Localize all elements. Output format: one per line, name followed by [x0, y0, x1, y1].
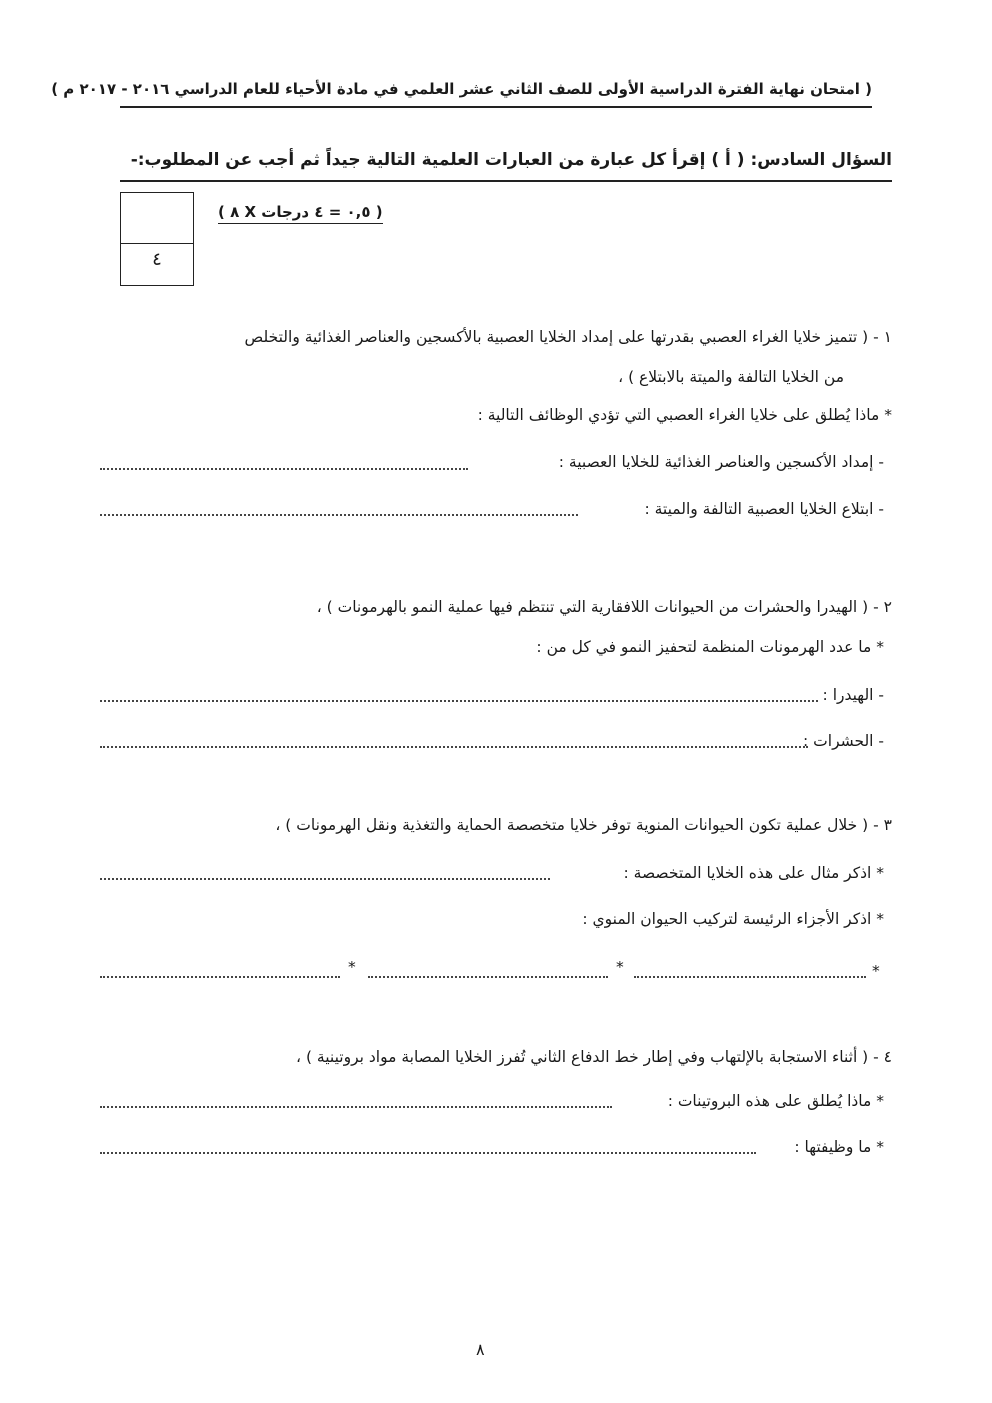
q1-item-2-label: - ابتلاع الخلايا العصبية التالفة والميتة :: [644, 500, 884, 518]
q3-answer-line-1[interactable]: [100, 878, 550, 880]
question-title: السؤال السادس: ( أ ) إقرأ كل عبارة من العبارات العلمية التالية جيداً ثم أجب عن المطلوب:-: [130, 150, 892, 170]
q3-question-1: * اذكر مثال على هذه الخلايا المتخصصة :: [623, 864, 884, 882]
q2-item-2-answer-line[interactable]: [100, 746, 808, 748]
marks-formula: ( ٨ X ٠,٥ = ٤ درجات ): [218, 203, 383, 224]
q1-item-1-answer-line[interactable]: [100, 468, 468, 470]
q1-item-1-label: - إمداد الأكسجين والعناصر الغذائية للخلايا العصبية :: [558, 453, 884, 471]
grade-box: [120, 192, 194, 286]
q1-question: * ماذا يُطلق على خلايا الغراء العصبي التي تؤدي الوظائف التالية :: [477, 406, 892, 424]
q3-statement: ٣ - ( خلال عملية تكون الحيوانات المنوية توفر خلايا متخصصة الحماية والتغذية ونقل الهرمونات ) ،: [275, 816, 892, 834]
exam-header: ( امتحان نهاية الفترة الدراسية الأولى للصف الثاني عشر العلمي في مادة الأحياء للعام الدراسي ٢٠١٦ - ٢٠١٧ م ): [51, 80, 872, 98]
q2-item-1-answer-line[interactable]: [100, 700, 818, 702]
q2-item-1-label: - الهيدرا :: [822, 686, 884, 704]
q3-bullet-3: *: [348, 958, 356, 976]
grade-total: ٤: [152, 249, 162, 270]
q3-question-2: * اذكر الأجزاء الرئيسة لتركيب الحيوان المنوي :: [582, 910, 884, 928]
q3-part-1-answer-line[interactable]: [634, 976, 866, 978]
q1-item-2-answer-line[interactable]: [100, 514, 578, 516]
q4-answer-line-1[interactable]: [100, 1106, 612, 1108]
q4-question-2: * ما وظيفتها :: [794, 1138, 884, 1156]
q3-part-2-answer-line[interactable]: [368, 976, 608, 978]
header-rule: [120, 106, 872, 108]
q3-bullet-1: *: [872, 962, 880, 980]
q1-statement-line2: من الخلايا التالفة والميتة بالابتلاع ) ،: [618, 368, 844, 386]
q4-answer-line-2[interactable]: [100, 1152, 756, 1154]
q2-question: * ما عدد الهرمونات المنظمة لتحفيز النمو في كل من :: [536, 638, 884, 656]
q1-statement-line1: ١ - ( تتميز خلايا الغراء العصبي بقدرتها على إمداد الخلايا العصبية بالأكسجين والعناصر الغذائية والتخلص: [244, 328, 892, 346]
q2-statement: ٢ - ( الهيدرا والحشرات من الحيوانات اللافقارية التي تنتظم فيها عملية النمو بالهرمونات ) ،: [316, 598, 892, 616]
page-number: ٨: [476, 1340, 485, 1359]
q2-item-2-label: - الحشرات :: [803, 732, 884, 750]
title-underline: [120, 180, 892, 182]
q3-bullet-2: *: [616, 958, 624, 976]
q4-statement: ٤ - ( أثناء الاستجابة بالإلتهاب وفي إطار خط الدفاع الثاني تُفرز الخلايا المصابة مواد بروتينية ) ،: [296, 1048, 892, 1066]
grade-box-divider: [121, 243, 193, 244]
q4-question-1: * ماذا يُطلق على هذه البروتينات :: [667, 1092, 884, 1110]
q3-part-3-answer-line[interactable]: [100, 976, 340, 978]
